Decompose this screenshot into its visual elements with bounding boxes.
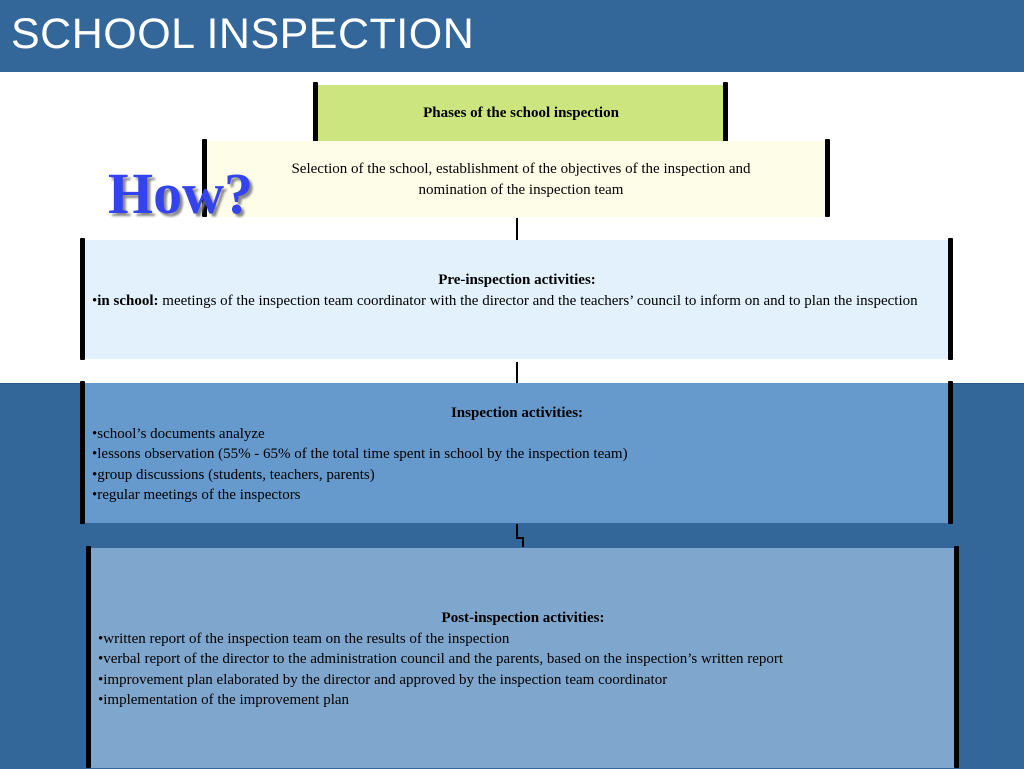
box-border [954,546,959,768]
inspection-content [92,403,942,506]
box-border [80,238,85,360]
selection-box [206,141,828,217]
post-inspection-item: •written report of the inspection team on the results of the inspection [98,630,510,647]
slide-title: SCHOOL INSPECTION [11,10,475,58]
selection-line-1: Selection of the school, establishment of the objectives of the inspection and [291,161,751,177]
post-inspection-item: •verbal report of the director to the administration council and the parents, based on the inspection’s written report [98,651,784,667]
inspection-heading: Inspection activities: [450,405,584,421]
inspection-item: •group discussions (students, teachers, parents) [92,466,375,483]
post-inspection-heading: Post-inspection activities: [441,610,605,626]
pre-inspection-label: in school: [97,292,159,309]
phases-box [317,85,725,141]
title-bar [0,0,1024,72]
phases-heading: Phases of the school inspection [423,105,619,121]
connector-step [510,522,530,548]
box-border [825,139,830,217]
box-border [80,381,85,524]
selection-line-2: nomination of the inspection team [418,181,624,198]
post-inspection-box [89,548,956,768]
post-inspection-item: •improvement plan elaborated by the director and approved by the inspection team coordinator [98,671,668,688]
selection-text [206,159,828,200]
pre-inspection-heading: Pre-inspection activities: [438,272,596,288]
bullet: • [92,292,98,309]
inspection-item: •school’s documents analyze [92,425,265,442]
pre-inspection-item [92,291,942,312]
post-inspection-item: •implementation of the improvement plan [98,692,350,708]
box-border [313,82,318,142]
connector-line [516,218,518,240]
connector-line [516,362,518,383]
pre-inspection-text: meetings of the inspection team coordinator with the director and the teachers’ council to inform on and to plan the inspection [158,292,918,309]
box-border [948,238,953,360]
how-callout: How? [108,161,253,226]
post-inspection-content [98,608,948,711]
box-border [948,381,953,524]
inspection-box [83,383,950,523]
pre-inspection-box [83,240,950,359]
pre-inspection-content [92,270,942,311]
inspection-item: •regular meetings of the inspectors [92,487,301,503]
box-border [86,546,91,768]
box-border [723,82,728,142]
inspection-item: •lessons observation (55% - 65% of the total time spent in school by the inspection team) [92,446,628,462]
